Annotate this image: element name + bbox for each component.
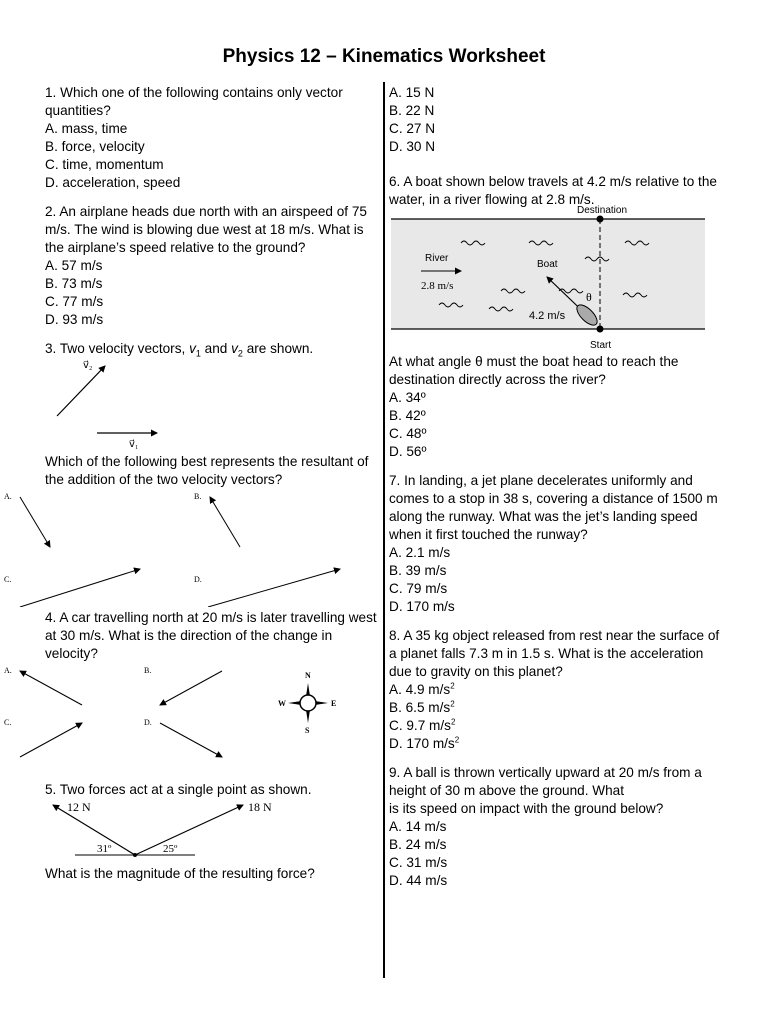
question-7-option-b: B. 39 m/s: [389, 563, 447, 578]
q4-label-c: C.: [4, 718, 12, 727]
question-9: [389, 764, 729, 890]
question-6-question: At what angle θ must the boat head to reach the destination directly across the river?: [389, 354, 679, 387]
question-6-stem: 6. A boat shown below travels at 4.2 m/s relative to the water, in a river flowing at 2.8 m/s.: [389, 174, 717, 207]
start-label: Start: [590, 340, 612, 351]
question-6: [389, 173, 729, 461]
question-4-options-figure: [0, 663, 381, 773]
question-2-option-b: B. 73 m/s: [45, 276, 103, 291]
force-18n-label: 18 N: [248, 800, 272, 814]
question-7-option-d: D. 170 m/s: [389, 599, 455, 614]
right-column: [389, 84, 729, 890]
boat-label: Boat: [537, 259, 558, 270]
question-4-stem: 4. A car travelling north at 20 m/s is later travelling west at 30 m/s. What is the direction of the change in velocity?: [45, 610, 377, 661]
question-8: [389, 627, 729, 753]
destination-label: Destination: [577, 205, 628, 216]
question-5: [45, 781, 381, 883]
question-7-option-a: A. 2.1 m/s: [389, 545, 451, 560]
question-9-stem-line2: is its speed on impact with the ground below?: [389, 801, 664, 816]
q3-option-a-arrow: [20, 497, 50, 547]
q3-option-c-arrow: [20, 569, 140, 607]
question-3: [4, 340, 381, 607]
question-9-option-d: D. 44 m/s: [389, 873, 448, 888]
question-1-option-d: D. acceleration, speed: [45, 175, 181, 190]
question-1-option-b: B. force, velocity: [45, 139, 145, 154]
question-4: [4, 609, 381, 773]
question-7-option-c: C. 79 m/s: [389, 581, 448, 596]
question-3-question: Which of the following best represents the resultant of the addition of the two velocity vectors?: [45, 454, 369, 487]
question-9-option-a: A. 14 m/s: [389, 819, 447, 834]
boat-speed-label: 4.2 m/s: [529, 310, 566, 322]
compass-e: E: [331, 699, 337, 708]
column-divider: [383, 82, 385, 978]
q4-label-b: B.: [144, 666, 152, 675]
river-label: River: [425, 253, 449, 264]
q4-option-c-arrow: [20, 723, 82, 757]
question-5-option-d: D. 30 N: [389, 139, 436, 154]
question-9-option-c: C. 31 m/s: [389, 855, 448, 870]
question-8-option-b: B. 6.5 $m/s^2$: [389, 699, 455, 715]
force-12n-arrow: [53, 805, 135, 855]
question-1-stem: 1. Which one of the following contains only vector quantities?: [45, 85, 343, 118]
question-6-option-b: B. 42º: [389, 408, 426, 423]
q4-option-b-arrow: [160, 671, 222, 705]
v2-label: v⃗₂: [83, 360, 93, 371]
question-2: [45, 203, 381, 329]
question-1-option-a: A. mass, time: [45, 121, 128, 136]
destination-dot: [597, 216, 604, 223]
force-12n-label: 12 N: [67, 800, 91, 814]
question-9-option-b: B. 24 m/s: [389, 837, 447, 852]
question-5-question: What is the magnitude of the resulting force?: [45, 866, 315, 881]
question-5-options: [389, 84, 729, 156]
left-column: [4, 84, 381, 883]
question-1: [45, 84, 381, 192]
river-boat-figure: [389, 205, 709, 355]
angle-25-label: 25º: [163, 843, 178, 855]
question-2-option-a: A. 57 m/s: [45, 258, 103, 273]
current-speed-label: 2.8 m/s: [421, 280, 454, 292]
start-dot: [597, 326, 604, 333]
question-7: [389, 472, 729, 616]
question-1-option-c: C. time, momentum: [45, 157, 164, 172]
question-8-option-c: C. 9.7 $m/s^2$: [389, 717, 456, 733]
question-5-option-c: C. 27 N: [389, 121, 436, 136]
forces-figure: [45, 799, 285, 863]
question-6-option-a: A. 34º: [389, 390, 426, 405]
question-6-option-d: D. 56º: [389, 444, 427, 459]
question-3-options-figure: [0, 489, 381, 607]
q4-option-a-arrow: [20, 671, 82, 705]
theta-label: θ: [586, 290, 592, 304]
q3-label-a: A.: [4, 492, 12, 501]
question-5-option-a: A. 15 N: [389, 85, 435, 100]
question-7-stem: 7. In landing, a jet plane decelerates uniformly and comes to a stop in 38 s, covering a distance of 1500 m along the runway. What was the jet’s landing speed when it first touched the runway?: [389, 473, 718, 542]
q3-label-c: C.: [4, 575, 12, 584]
question-5-option-b: B. 22 N: [389, 103, 435, 118]
compass-s: S: [305, 726, 310, 735]
q4-label-a: A.: [4, 666, 12, 675]
question-2-option-d: D. 93 m/s: [45, 312, 104, 327]
question-2-stem: 2. An airplane heads due north with an airspeed of 75 m/s. The wind is blowing due west at 18 m/s. What is the airplane’s speed relative to the ground?: [45, 204, 367, 255]
question-9-stem-line1: 9. A ball is thrown vertically upward at 20 m/s from a height of 30 m above the ground. What: [389, 765, 702, 798]
v2-arrow: [57, 366, 105, 416]
question-8-option-a: A. 4.9 $m/s^2$: [389, 681, 455, 697]
velocity-vectors-figure: [45, 358, 245, 454]
q3-option-b-arrow: [210, 497, 240, 547]
q3-option-d-arrow: [208, 569, 340, 607]
compass-icon: [278, 671, 336, 735]
force-18n-arrow: [135, 805, 243, 855]
angle-31-label: 31º: [97, 843, 112, 855]
question-6-option-c: C. 48º: [389, 426, 427, 441]
q3-label-d: D.: [194, 575, 202, 584]
question-2-option-c: C. 77 m/s: [45, 294, 104, 309]
question-8-stem: 8. A 35 kg object released from rest near the surface of a planet falls 7.3 m in 1.5 s. What is the acceleration due to gravity on this planet?: [389, 628, 720, 679]
compass-n: N: [305, 671, 311, 680]
q4-option-d-arrow: [160, 723, 222, 757]
compass-w: W: [278, 699, 286, 708]
question-3-stem: 3. Two velocity vectors, $v_1$ and $v_2$ are shown.: [45, 341, 314, 359]
q3-label-b: B.: [194, 492, 202, 501]
v1-label: v⃗₁: [129, 439, 139, 450]
q4-label-d: D.: [144, 718, 152, 727]
question-5-stem: 5. Two forces act at a single point as shown.: [45, 782, 312, 797]
page-title: Physics 12 – Kinematics Worksheet: [222, 46, 546, 67]
question-8-option-d: D. 170 $m/s^2$: [389, 735, 460, 751]
